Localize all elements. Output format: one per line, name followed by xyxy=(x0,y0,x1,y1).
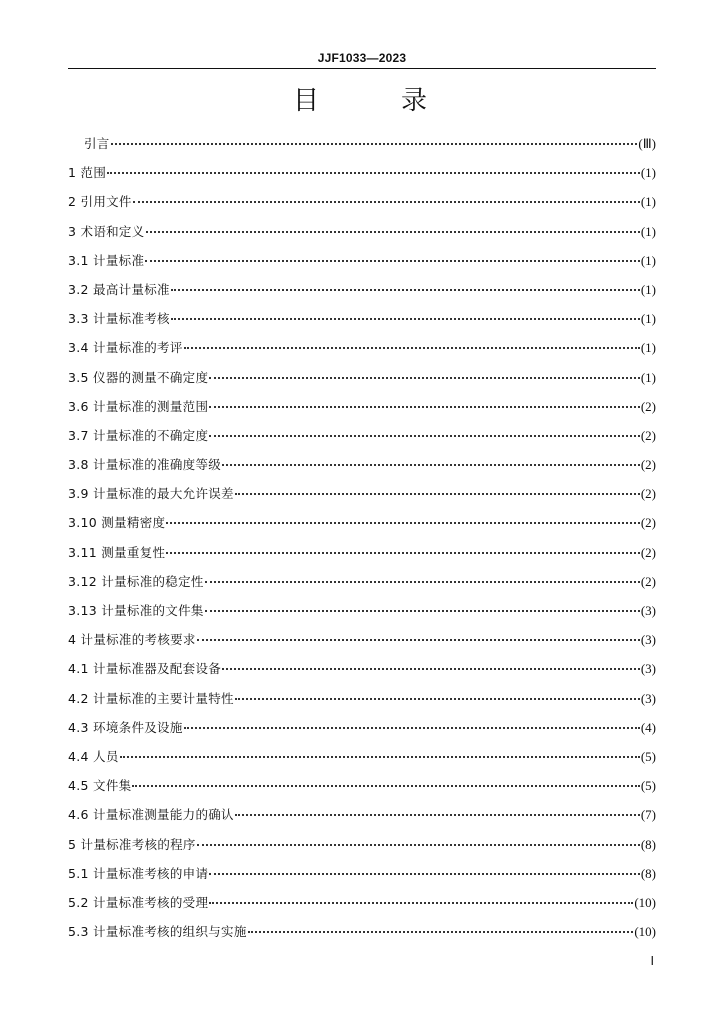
toc-entry-label: 1 范围 xyxy=(68,165,107,181)
toc-leader-dots xyxy=(120,755,640,758)
toc-entry-page: (2) xyxy=(640,457,656,473)
toc-entry-page: (1) xyxy=(640,369,656,385)
toc-entry-label: 3.12 计量标准的稳定性 xyxy=(68,573,204,589)
toc-entry-label: 4.5 文件集 xyxy=(68,778,132,794)
toc-leader-dots xyxy=(107,171,640,174)
toc-leader-dots xyxy=(209,901,633,904)
toc-entry-page: (8) xyxy=(640,865,656,881)
toc-entry-page: (1) xyxy=(640,340,656,356)
toc-leader-dots xyxy=(197,843,640,846)
toc-leader-dots xyxy=(235,492,640,495)
toc-entry-label: 3.8 计量标准的准确度等级 xyxy=(68,457,222,473)
toc-leader-dots xyxy=(197,638,640,641)
toc-entry[interactable] xyxy=(68,304,656,333)
toc-entry-page: (3) xyxy=(640,632,656,648)
toc-leader-dots xyxy=(235,697,640,700)
toc-leader-dots xyxy=(222,667,640,670)
toc-title xyxy=(0,84,724,118)
toc-entry[interactable] xyxy=(68,800,656,829)
toc-entry-label: 3.7 计量标准的不确定度 xyxy=(68,427,209,443)
toc-leader-dots xyxy=(205,580,640,583)
toc-leader-dots xyxy=(209,405,640,408)
toc-entry-page: (1) xyxy=(640,311,656,327)
toc-entry-page: (5) xyxy=(640,748,656,764)
toc-entry[interactable] xyxy=(68,538,656,567)
toc-entry[interactable] xyxy=(68,450,656,479)
toc-leader-dots xyxy=(235,813,640,816)
toc-entry-page: (8) xyxy=(640,836,656,852)
toc-entry[interactable] xyxy=(68,859,656,888)
toc-leader-dots xyxy=(209,376,640,379)
toc-entry[interactable] xyxy=(68,830,656,859)
toc-entry-label: 3.5 仪器的测量不确定度 xyxy=(68,369,209,385)
toc-entry-page: (4) xyxy=(640,719,656,735)
toc-entry-label: 3.2 最高计量标准 xyxy=(68,281,170,297)
toc-entry-label: 5.3 计量标准考核的组织与实施 xyxy=(68,924,247,940)
toc-entry-page: (3) xyxy=(640,661,656,677)
toc-entry-page: (2) xyxy=(640,544,656,560)
toc-entry[interactable] xyxy=(68,654,656,683)
toc-entry-page: (10) xyxy=(634,924,656,940)
toc-leader-dots xyxy=(248,930,634,933)
toc-entry[interactable] xyxy=(68,684,656,713)
toc-entry-label: 3.1 计量标准 xyxy=(68,252,145,268)
toc-entry-label: 5.2 计量标准考核的受理 xyxy=(68,894,209,910)
toc-entry-label: 3.11 测量重复性 xyxy=(68,544,166,560)
toc-leader-dots xyxy=(145,259,640,262)
toc-entry[interactable] xyxy=(68,187,656,216)
toc-entry-page: (Ⅲ) xyxy=(638,136,656,151)
toc-leader-dots xyxy=(133,200,640,203)
toc-leader-dots xyxy=(184,346,640,349)
toc-entry[interactable] xyxy=(68,129,656,158)
toc-leader-dots xyxy=(132,784,639,787)
toc-entry-label: 2 引用文件 xyxy=(68,194,132,210)
toc-entry[interactable] xyxy=(68,421,656,450)
toc-entry-label: 4 计量标准的考核要求 xyxy=(68,632,196,648)
toc-entry[interactable] xyxy=(68,713,656,742)
page-folio: Ⅰ xyxy=(650,954,654,968)
toc-entry[interactable] xyxy=(68,246,656,275)
toc-entry[interactable] xyxy=(68,888,656,917)
toc-title-char-2: 录 xyxy=(401,86,428,116)
toc-entry-label: 3.3 计量标准考核 xyxy=(68,311,170,327)
toc-entry[interactable] xyxy=(68,567,656,596)
toc-entry[interactable] xyxy=(68,596,656,625)
toc-leader-dots xyxy=(166,551,640,554)
toc-leader-dots xyxy=(166,521,640,524)
toc-leader-dots xyxy=(111,142,638,145)
toc-entry-page: (2) xyxy=(640,427,656,443)
toc-entry-page: (2) xyxy=(640,486,656,502)
standard-code-header: JJF1033—2023 xyxy=(317,51,407,65)
toc-entry-label: 3.13 计量标准的文件集 xyxy=(68,603,204,618)
toc-entry[interactable] xyxy=(68,217,656,246)
toc-entry-label: 4.6 计量标准测量能力的确认 xyxy=(68,807,234,823)
toc-entry-label: 4.2 计量标准的主要计量特性 xyxy=(68,690,234,706)
toc-entry-page: (2) xyxy=(640,515,656,531)
toc-entry[interactable] xyxy=(68,479,656,508)
toc-entry[interactable] xyxy=(68,771,656,800)
toc-entry-page: (2) xyxy=(640,573,656,589)
toc-entry-page: (1) xyxy=(640,223,656,239)
toc-entry-page: (1) xyxy=(640,281,656,297)
toc-entry-page: (5) xyxy=(640,778,656,794)
toc-entry[interactable] xyxy=(68,742,656,771)
table-of-contents xyxy=(68,129,656,946)
toc-leader-dots xyxy=(171,317,640,320)
toc-entry-label: 4.3 环境条件及设施 xyxy=(68,719,183,735)
toc-entry-label: 5.1 计量标准考核的申请 xyxy=(68,865,209,881)
toc-entry-page: (1) xyxy=(640,252,656,268)
toc-entry-page: (1) xyxy=(640,165,656,181)
toc-entry-label: 3.9 计量标准的最大允许误差 xyxy=(68,486,234,502)
toc-entry[interactable] xyxy=(68,333,656,362)
toc-entry-page: (3) xyxy=(640,603,656,618)
toc-entry[interactable] xyxy=(68,392,656,421)
toc-leader-dots xyxy=(209,872,640,875)
toc-leader-dots xyxy=(171,288,640,291)
toc-entry-page: (7) xyxy=(640,807,656,823)
toc-entry[interactable] xyxy=(68,158,656,187)
toc-entry-label: 5 计量标准考核的程序 xyxy=(68,836,196,852)
toc-entry-page: (3) xyxy=(640,690,656,706)
toc-entry-page: (10) xyxy=(634,894,656,910)
toc-leader-dots xyxy=(205,609,640,612)
toc-entry-label: 4.1 计量标准器及配套设备 xyxy=(68,661,222,677)
toc-entry-label: 3.4 计量标准的考评 xyxy=(68,340,183,356)
toc-title-char-1: 目 xyxy=(293,86,320,116)
toc-entry-label: 3.6 计量标准的测量范围 xyxy=(68,398,209,414)
toc-leader-dots xyxy=(146,230,640,233)
toc-entry[interactable] xyxy=(68,508,656,537)
toc-entry-label: 引言 xyxy=(84,136,110,151)
toc-entry[interactable] xyxy=(68,917,656,946)
toc-entry-label: 3 术语和定义 xyxy=(68,223,145,239)
toc-entry-label: 4.4 人员 xyxy=(68,748,119,764)
toc-leader-dots xyxy=(209,434,640,437)
toc-leader-dots xyxy=(222,463,640,466)
toc-entry[interactable] xyxy=(68,363,656,392)
toc-entry[interactable] xyxy=(68,275,656,304)
toc-entry-page: (2) xyxy=(640,398,656,414)
toc-entry[interactable] xyxy=(68,625,656,654)
toc-entry-page: (1) xyxy=(640,194,656,210)
toc-entry-label: 3.10 测量精密度 xyxy=(68,515,166,531)
toc-leader-dots xyxy=(184,726,640,729)
header-rule xyxy=(68,68,656,69)
